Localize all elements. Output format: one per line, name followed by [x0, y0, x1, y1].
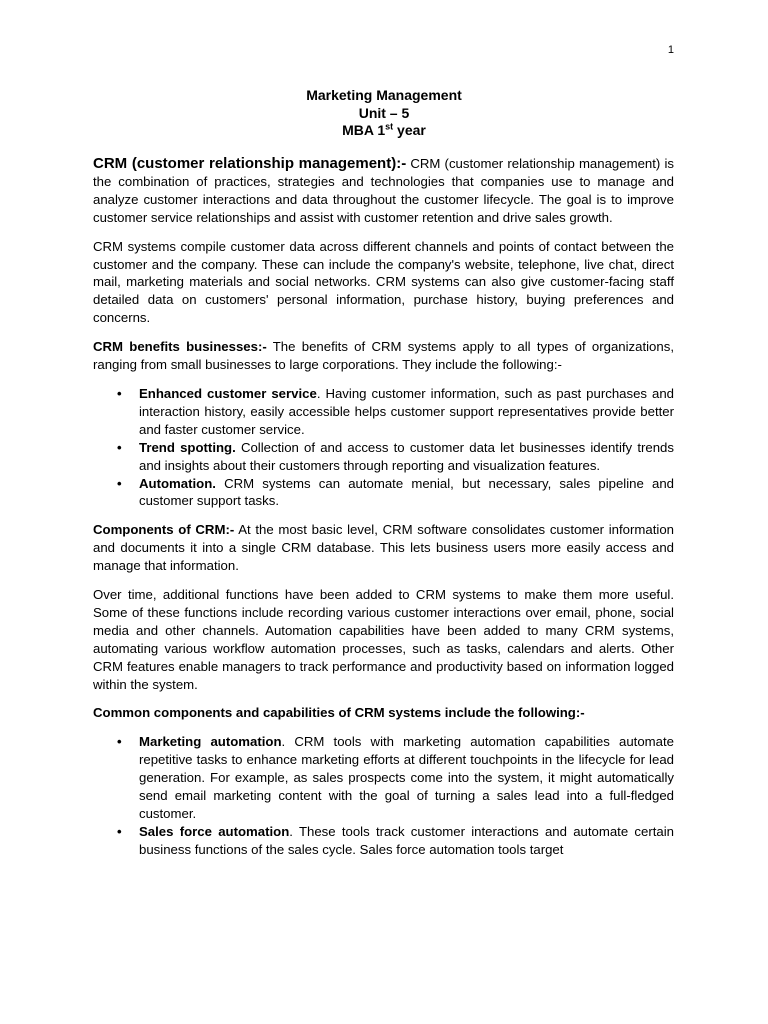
title-line-3-prefix: MBA 1	[342, 122, 386, 138]
common-heading-text: Common components and capabilities of CRM systems include the following:-	[93, 705, 585, 721]
crm-systems-paragraph: CRM systems compile customer data across different channels and points of contact between the customer and the company. These can include the company's website, telephone, live chat, direct mail, marketing materials and social networks. CRM systems can also give customer-facing staff detailed data on customers' personal information, purchase history, buying preferences and concerns.	[93, 238, 674, 326]
list-item-label: Sales force automation	[139, 823, 290, 839]
crm-intro-heading: CRM (customer relationship management):-	[93, 155, 407, 172]
benefits-heading: CRM benefits businesses:-	[93, 339, 267, 355]
benefits-list	[93, 385, 674, 510]
list-item	[139, 439, 674, 475]
list-item-text: . Having customer information, such as past purchases and interaction history, easily accessible helps customer support representatives provide better and faster customer service.	[139, 385, 675, 437]
common-components-list	[93, 733, 674, 858]
over-time-paragraph: Over time, additional functions have been added to CRM systems to make them more useful. Some of these functions include recording various customer interactions over email, phone, social media and other channels. Automation capabilities have been added to many CRM systems, automating various workflow automation processes, such as tasks, calendars and alerts. Other CRM features enable managers to track performance and productivity based on information logged within the system.	[93, 587, 674, 692]
crm-intro-paragraph	[93, 155, 674, 227]
page-number: 1	[667, 44, 674, 56]
list-item-text: Collection of and access to customer data let businesses identify trends and insights about their customers through reporting and visualization features.	[139, 439, 674, 473]
common-components-heading	[93, 704, 674, 722]
title-line-3-sup: st	[385, 121, 394, 132]
list-item-label: Trend spotting.	[139, 439, 236, 455]
crm-intro-text: CRM (customer relationship management) is the combination of practices, strategies and technologies that companies use to manage and analyze customer interactions and data throughout the customer lifecycle. The goal is to improve customer service relationships and assist with customer retention and drive sales growth.	[93, 156, 674, 225]
title-line-3	[0, 122, 768, 140]
list-item-label: Enhanced customer service	[139, 385, 317, 401]
title-line-2: Unit – 5	[358, 104, 410, 121]
list-item	[139, 385, 674, 439]
list-item	[139, 475, 674, 511]
document-title	[0, 87, 768, 140]
components-heading: Components of CRM:-	[93, 522, 235, 538]
list-item-text: . CRM tools with marketing automation capabilities automate repetitive tasks to enhance marketing efforts at different touchpoints in the lifecycle for lead generation. For example, as sales prospects come into the system, it might automatically send email marketing content with the goal of turning a sales lead into a full-fledged customer.	[139, 734, 675, 821]
document-body	[93, 155, 674, 870]
components-paragraph	[93, 521, 674, 575]
list-item-label: Marketing automation	[139, 734, 282, 750]
title-line-3-suffix: year	[393, 122, 426, 138]
list-item-text: CRM systems can automate menial, but necessary, sales pipeline and customer support tasks.	[139, 475, 674, 509]
components-text: At the most basic level, CRM software consolidates customer information and documents it into a single CRM database. This lets business users more easily access and manage that information.	[93, 522, 674, 574]
title-line-1: Marketing Management	[306, 87, 462, 103]
list-item	[139, 733, 674, 823]
benefits-text: The benefits of CRM systems apply to all types of organizations, ranging from small businesses to large corporations. They include the following:-	[93, 339, 674, 373]
list-item	[139, 823, 674, 859]
list-item-label: Automation.	[139, 475, 216, 491]
list-item-text: . These tools track customer interactions and automate certain business functions of the sales cycle. Sales force automation tools target	[139, 823, 675, 857]
benefits-paragraph	[93, 338, 674, 374]
